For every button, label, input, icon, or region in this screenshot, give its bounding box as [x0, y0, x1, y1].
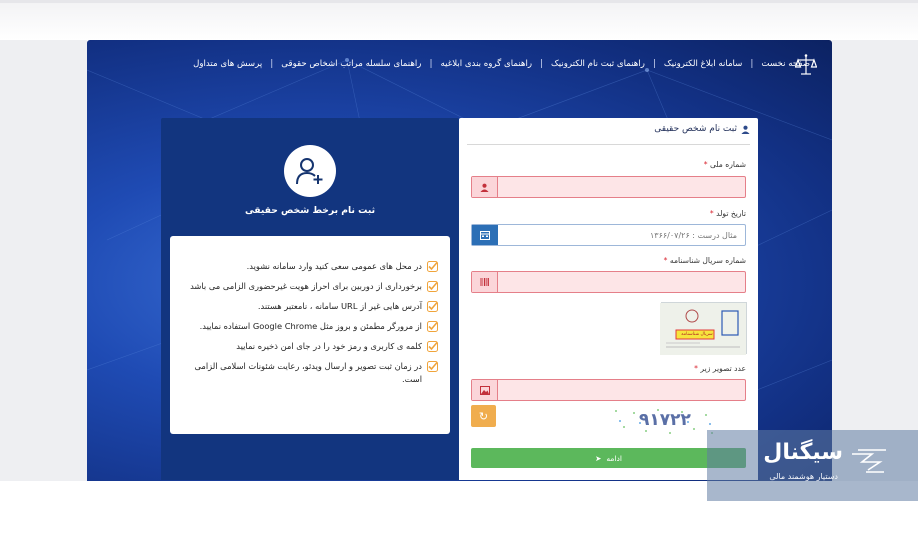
birth-date-field[interactable]	[471, 224, 746, 246]
nav-separator: |	[652, 59, 656, 69]
checkmark-icon	[427, 361, 438, 372]
main-nav	[170, 56, 810, 72]
browser-top-strip	[0, 0, 918, 40]
serial-label	[664, 256, 746, 265]
captcha-field[interactable]	[471, 379, 746, 401]
divider	[467, 144, 750, 145]
national-id-label	[704, 160, 746, 169]
watermark-subtitle: دستیار هوشمند مالی	[769, 472, 838, 481]
watermark-overlay	[707, 430, 918, 501]
checkmark-icon	[427, 281, 438, 292]
national-id-input[interactable]	[498, 177, 745, 197]
serial-label-text: شماره سریال شناسنامه	[669, 256, 746, 265]
registration-form-panel	[459, 118, 758, 480]
list-item-text: در محل های عمومی سعی کنید وارد سامانه نشوید.	[246, 261, 422, 271]
image-icon	[472, 380, 498, 400]
required-mark: *	[709, 209, 714, 218]
submit-label: ادامه	[606, 453, 622, 463]
list-item	[180, 280, 438, 293]
captcha-value: ۹۱۷۲۲	[639, 410, 691, 430]
top-shade	[0, 0, 918, 3]
guidelines-list	[170, 236, 450, 434]
national-id-label-text: شماره ملی	[709, 160, 746, 169]
checkmark-icon	[427, 341, 438, 352]
list-item-text: برخورداری از دوربین برای احراز هویت غیرحضوری الزامی می باشد	[190, 281, 422, 291]
required-mark: *	[663, 256, 668, 265]
captcha-label	[694, 364, 746, 373]
serial-input[interactable]	[498, 272, 745, 292]
nav-separator: |	[750, 59, 754, 69]
info-panel-title: ثبت نام برخط شخص حقیقی	[244, 205, 376, 216]
serial-field[interactable]	[471, 271, 746, 293]
list-item	[180, 340, 438, 353]
list-item-text: در زمان ثبت تصویر و ارسال ویدئو، رعایت شئونات اسلامی الزامی است.	[194, 361, 422, 384]
captcha-label-text: عدد تصویر زیر	[700, 364, 746, 373]
nav-registration-guide[interactable]: راهنمای ثبت نام الکترونیک	[551, 59, 645, 69]
list-item-text: آدرس هایی غیر از URL سامانه ، نامعتبر هستند.	[257, 301, 422, 311]
submit-button[interactable]	[471, 448, 746, 468]
page-side-right	[832, 40, 918, 481]
sample-card-tag: سریال شناسنامه	[681, 332, 713, 337]
list-item	[180, 360, 438, 386]
calendar-icon[interactable]	[472, 225, 498, 245]
page-side-left	[0, 40, 87, 481]
signal-logo-icon	[850, 448, 888, 474]
list-item-text: کلمه ی کاربری و رمز خود را در جای امن ذخیره نمایید	[236, 341, 422, 351]
national-id-field[interactable]	[471, 176, 746, 198]
captcha-image	[611, 406, 719, 438]
list-item-text: از مرورگر مطمئن و بروز مثل Google Chrome استفاده نمایید.	[199, 321, 422, 331]
required-mark: *	[703, 160, 708, 169]
info-panel	[161, 118, 459, 480]
nav-legal-hierarchy-guide[interactable]: راهنمای سلسله مراتب اشخاص حقوقی	[281, 59, 422, 69]
add-user-icon	[284, 145, 336, 197]
nav-home[interactable]: صفحه نخست	[761, 59, 810, 69]
list-item	[180, 260, 438, 273]
nav-notice-grouping-guide[interactable]: راهنمای گروه بندی ابلاغیه	[440, 59, 532, 69]
birth-date-label	[710, 209, 746, 218]
user-icon	[741, 125, 750, 134]
user-icon	[472, 177, 498, 197]
checkmark-icon	[427, 321, 438, 332]
nav-separator: |	[539, 59, 544, 69]
form-title-text: ثبت نام شخص حقیقی	[654, 124, 737, 134]
id-card-sample-image	[661, 302, 747, 354]
nav-separator: |	[429, 59, 433, 69]
form-title	[654, 124, 750, 134]
checkmark-icon	[427, 301, 438, 312]
refresh-icon: ↻	[478, 409, 489, 423]
nav-faq[interactable]: پرسش های متداول	[193, 59, 263, 69]
watermark-title: سیگنال	[763, 440, 843, 465]
list-item	[180, 300, 438, 313]
required-mark: *	[694, 364, 698, 373]
nav-separator: |	[270, 59, 274, 69]
captcha-input[interactable]	[498, 380, 745, 400]
birth-date-label-text: تاریخ تولد	[716, 209, 746, 218]
nav-e-notice-system[interactable]: سامانه ابلاغ الکترونیک	[663, 59, 743, 69]
list-item	[180, 320, 438, 333]
login-icon: ➤	[595, 453, 602, 463]
birth-date-input[interactable]	[498, 225, 745, 245]
checkmark-icon	[427, 261, 438, 272]
barcode-icon	[472, 272, 498, 292]
refresh-captcha-button[interactable]	[471, 405, 496, 427]
